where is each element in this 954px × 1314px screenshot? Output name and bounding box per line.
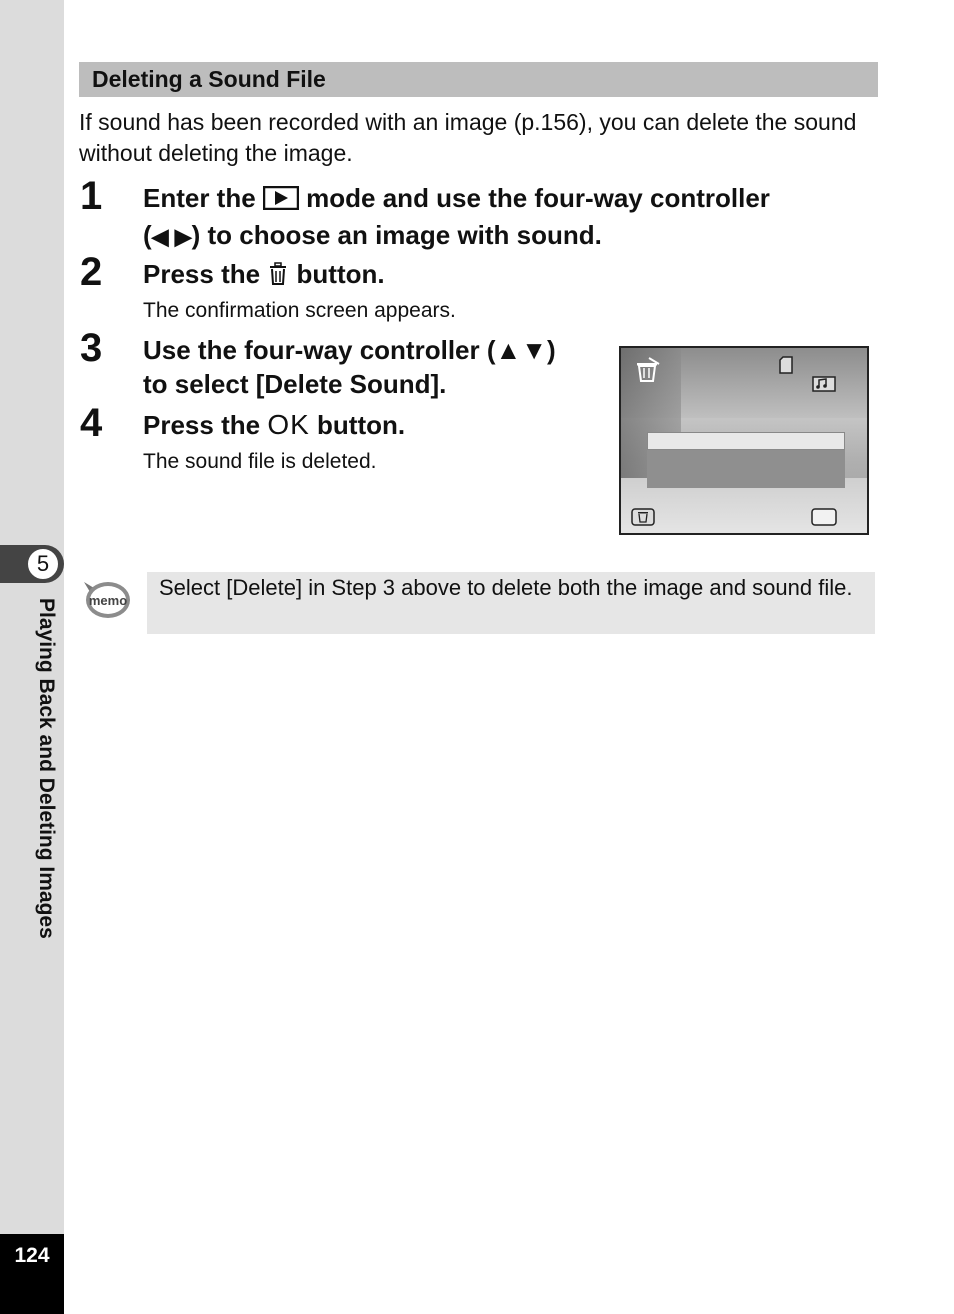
- step-2-post: button.: [296, 259, 385, 289]
- step-4-subtext: The sound file is deleted.: [143, 450, 377, 473]
- step-2-subtext: The confirmation screen appears.: [143, 299, 456, 322]
- step-4-pre: Press the: [143, 410, 261, 440]
- step-4-number: 4: [80, 401, 103, 445]
- step-3-line-1: Use the four-way controller (▲▼): [143, 335, 556, 365]
- step-2-text: [143, 257, 643, 294]
- chapter-title-text: Playing Back and Deleting Images: [35, 598, 58, 939]
- playback-icon: [263, 184, 299, 218]
- step-2-pre: Press the: [143, 259, 261, 289]
- step-3-text: [143, 333, 613, 401]
- step-1-mid: mode and use the four-way controller: [306, 183, 770, 213]
- trash-icon: [267, 260, 289, 294]
- step-3-number: 3: [80, 326, 103, 370]
- memo-icon: [80, 576, 132, 627]
- trash-button-icon: [631, 508, 655, 531]
- intro-paragraph: If sound has been recorded with an image (p.156), you can delete the sound without deleting the image.: [79, 109, 857, 166]
- section-title: Deleting a Sound File: [92, 66, 326, 92]
- step-1-open: (: [143, 220, 152, 250]
- step-1-rest: ) to choose an image with sound.: [191, 220, 602, 250]
- delete-mode-icon: [633, 356, 661, 389]
- sound-icon: [812, 376, 836, 397]
- step-1-number: 1: [80, 174, 103, 218]
- memo-text: Select [Delete] in Step 3 above to delete both the image and sound file.: [159, 575, 853, 600]
- svg-text:memo: memo: [88, 593, 128, 608]
- camera-screen: [619, 346, 869, 535]
- menu-panel: [647, 450, 845, 488]
- step-2-number: 2: [80, 250, 103, 294]
- ok-button-icon: [811, 508, 837, 531]
- chapter-number: 5: [26, 547, 60, 581]
- step-4-post: button.: [317, 410, 406, 440]
- left-right-arrows: ◀ ▶: [151, 224, 192, 249]
- step-1-pre: Enter the: [143, 183, 256, 213]
- menu-selected-row: [647, 432, 845, 450]
- memory-card-icon: [779, 356, 793, 379]
- ok-icon: OK: [267, 409, 310, 440]
- chapter-title: [22, 598, 62, 1018]
- step-3-line-2: to select [Delete Sound].: [143, 369, 447, 399]
- page-number: 124: [14, 1244, 50, 1267]
- step-4-text: [143, 408, 593, 442]
- step-1-text: [143, 181, 863, 254]
